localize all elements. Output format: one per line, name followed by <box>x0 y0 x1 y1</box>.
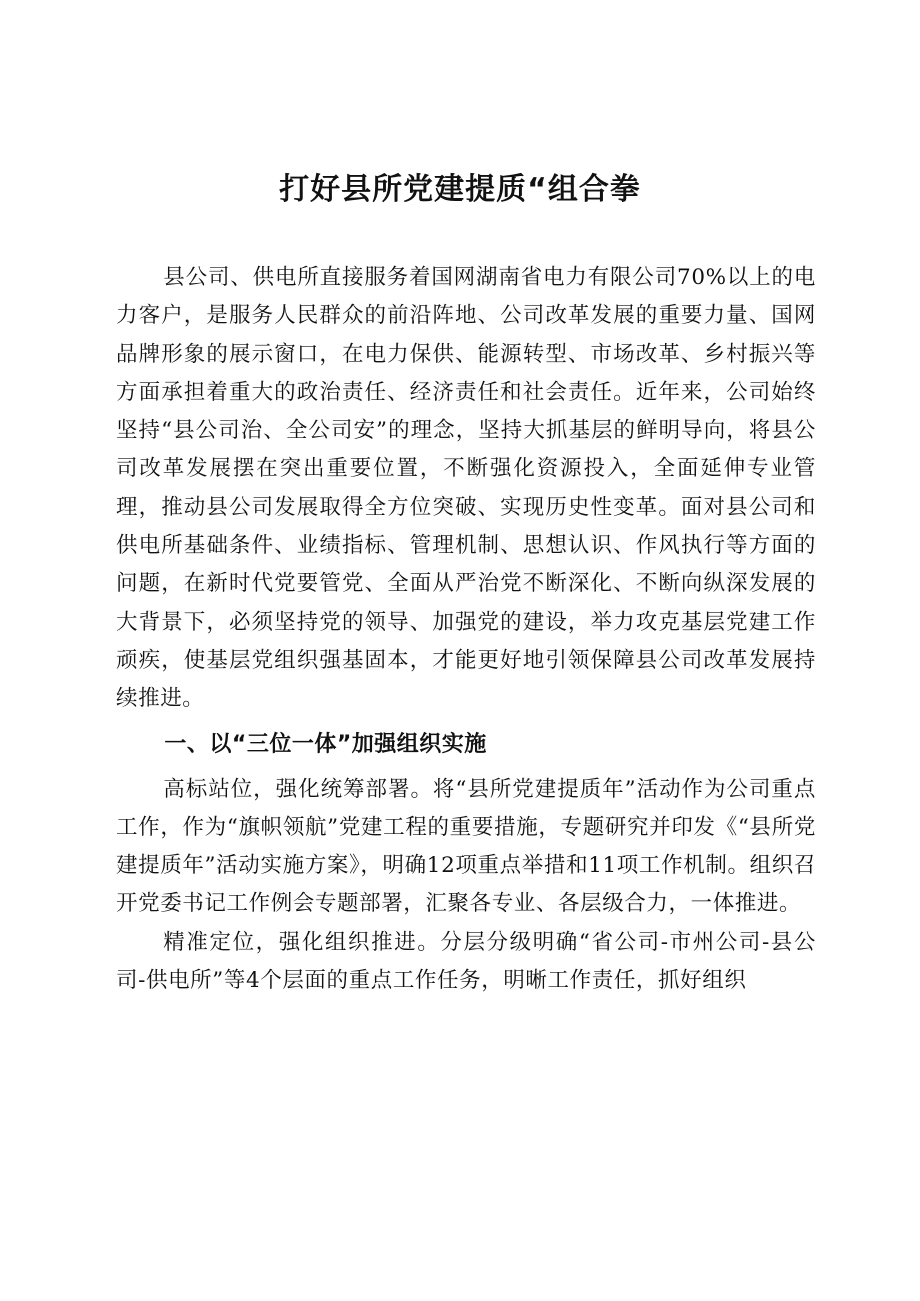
document-body <box>116 259 816 1000</box>
intro-paragraph: 县公司、供电所直接服务着国网湖南省电力有限公司70%以上的电力客户，是服务人民群众的前沿阵地、公司改革发展的重要力量、国网品牌形象的展示窗口，在电力保供、能源转型、市场改革、乡村振兴等方面承担着重大的政治责任、经济责任和社会责任。近年来，公司始终坚持“县公司治、全公司安”的理念，坚持大抓基层的鲜明导向，将县公司改革发展摆在突出重要位置，不断强化资源投入，全面延伸专业管理，推动县公司发展取得全方位突破、实现历史性变革。面对县公司和供电所基础条件、业绩指标、管理机制、思想认识、作风执行等方面的问题，在新时代党要管党、全面从严治党不断深化、不断向纵深发展的大背景下，必须坚持党的领导、加强党的建设，举力攻克基层党建工作顽疾，使基层党组织强基固本，才能更好地引领保障县公司改革发展持续推进。 <box>116 265 816 712</box>
section-1-paragraph-1: 高标站位，强化统筹部署。将“县所党建提质年”活动作为公司重点工作，作为“旗帜领航”党建工程的重要措施，专题研究并印发《“县所党建提质年”活动实施方案》，明确12项重点举措和11项工作机制。组织召开党委书记工作例会专题部署，汇聚各专业、各层级合力，一体推进。 <box>116 776 816 917</box>
section-1-paragraph-2: 精准定位，强化组织推进。分层分级明确“省公司-市州公司-县公司-供电所”等4个层面的重点工作任务，明晰工作责任，抓好组织 <box>116 929 816 994</box>
document-title: 打好县所党建提质“组合拳 <box>279 172 641 207</box>
section-1-heading: 一、以“三位一体”加强组织实施 <box>164 731 487 757</box>
